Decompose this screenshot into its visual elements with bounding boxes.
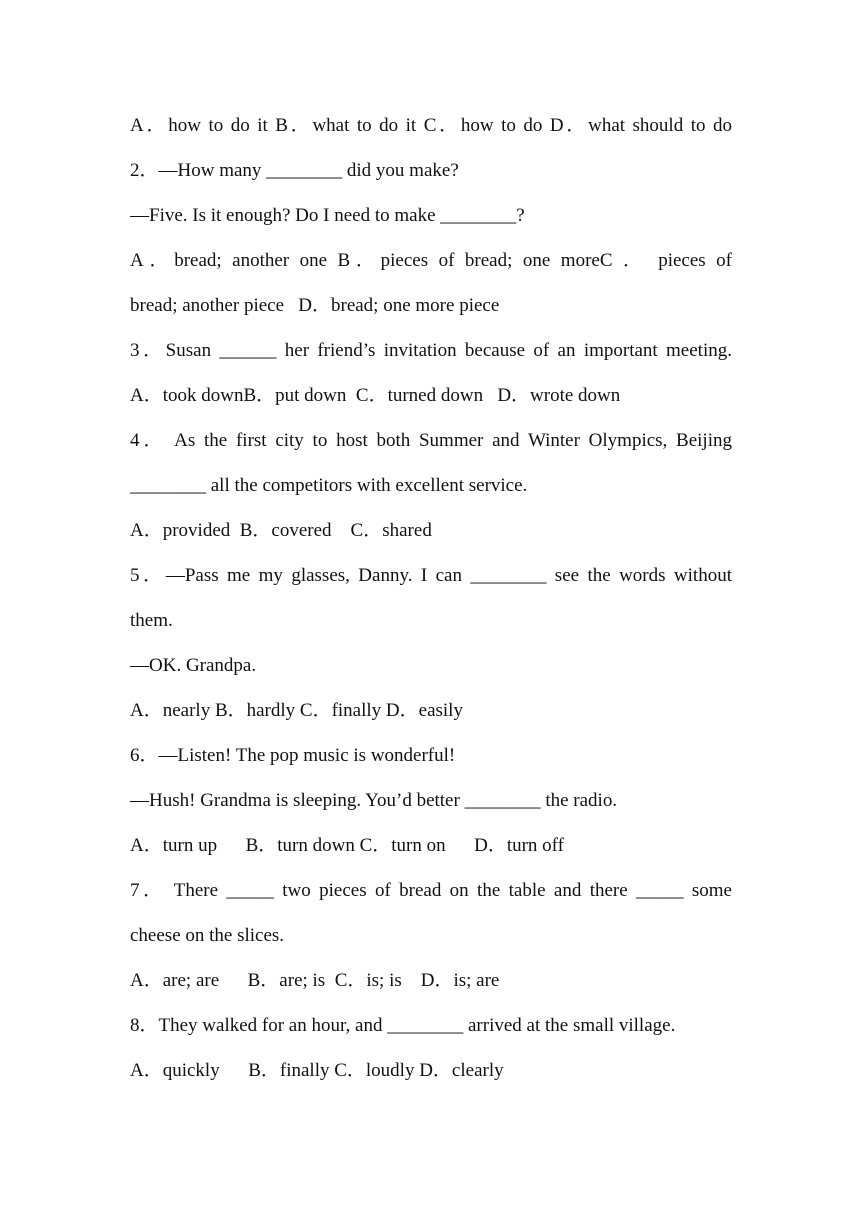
question-8: 8．They walked for an hour, and ________ arrived at the small village. <box>130 1015 676 1036</box>
question-2: 2．—How many ________ did you make? <box>130 160 459 181</box>
option-line: A．provided B．covered C．shared <box>130 520 432 541</box>
dialogue-line: —Hush! Grandma is sleeping. You’d better ________ the radio. <box>130 790 618 811</box>
option-line: A．quickly B．finally C．loudly D．clearly <box>130 1060 504 1081</box>
option-line: A．turn up B．turn down C．turn on D．turn off <box>130 835 564 856</box>
dialogue-line: —Five. Is it enough? Do I need to make ________? <box>130 205 525 226</box>
option-line: A．bread; another one B．pieces of bread; one moreC ． pieces of <box>130 250 732 271</box>
option-line: bread; another piece D．bread; one more piece <box>130 295 500 316</box>
question-7: 7． There _____ two pieces of bread on the table and there _____ some <box>130 880 732 901</box>
question-continuation: them. <box>130 610 173 631</box>
question-4: 4． As the first city to host both Summer and Winter Olympics, Beijing <box>130 430 732 451</box>
question-5: 5．—Pass me my glasses, Danny. I can ________ see the words without <box>130 565 732 586</box>
option-line: A．how to do it B．what to do it C．how to do D．what should to do <box>130 115 732 136</box>
question-continuation: ________ all the competitors with excellent service. <box>130 475 528 496</box>
dialogue-line: —OK. Grandpa. <box>130 655 257 676</box>
question-3: 3．Susan ______ her friend’s invitation because of an important meeting. <box>130 340 732 361</box>
option-line: A．are; are B．are; is C．is; is D．is; are <box>130 970 500 991</box>
option-line: A．took downB．put down C．turned down D．wrote down <box>130 385 621 406</box>
question-6: 6．—Listen! The pop music is wonderful! <box>130 745 456 766</box>
exercise-text <box>130 103 732 1093</box>
option-line: A．nearly B．hardly C．finally D．easily <box>130 700 463 721</box>
question-continuation: cheese on the slices. <box>130 925 285 946</box>
